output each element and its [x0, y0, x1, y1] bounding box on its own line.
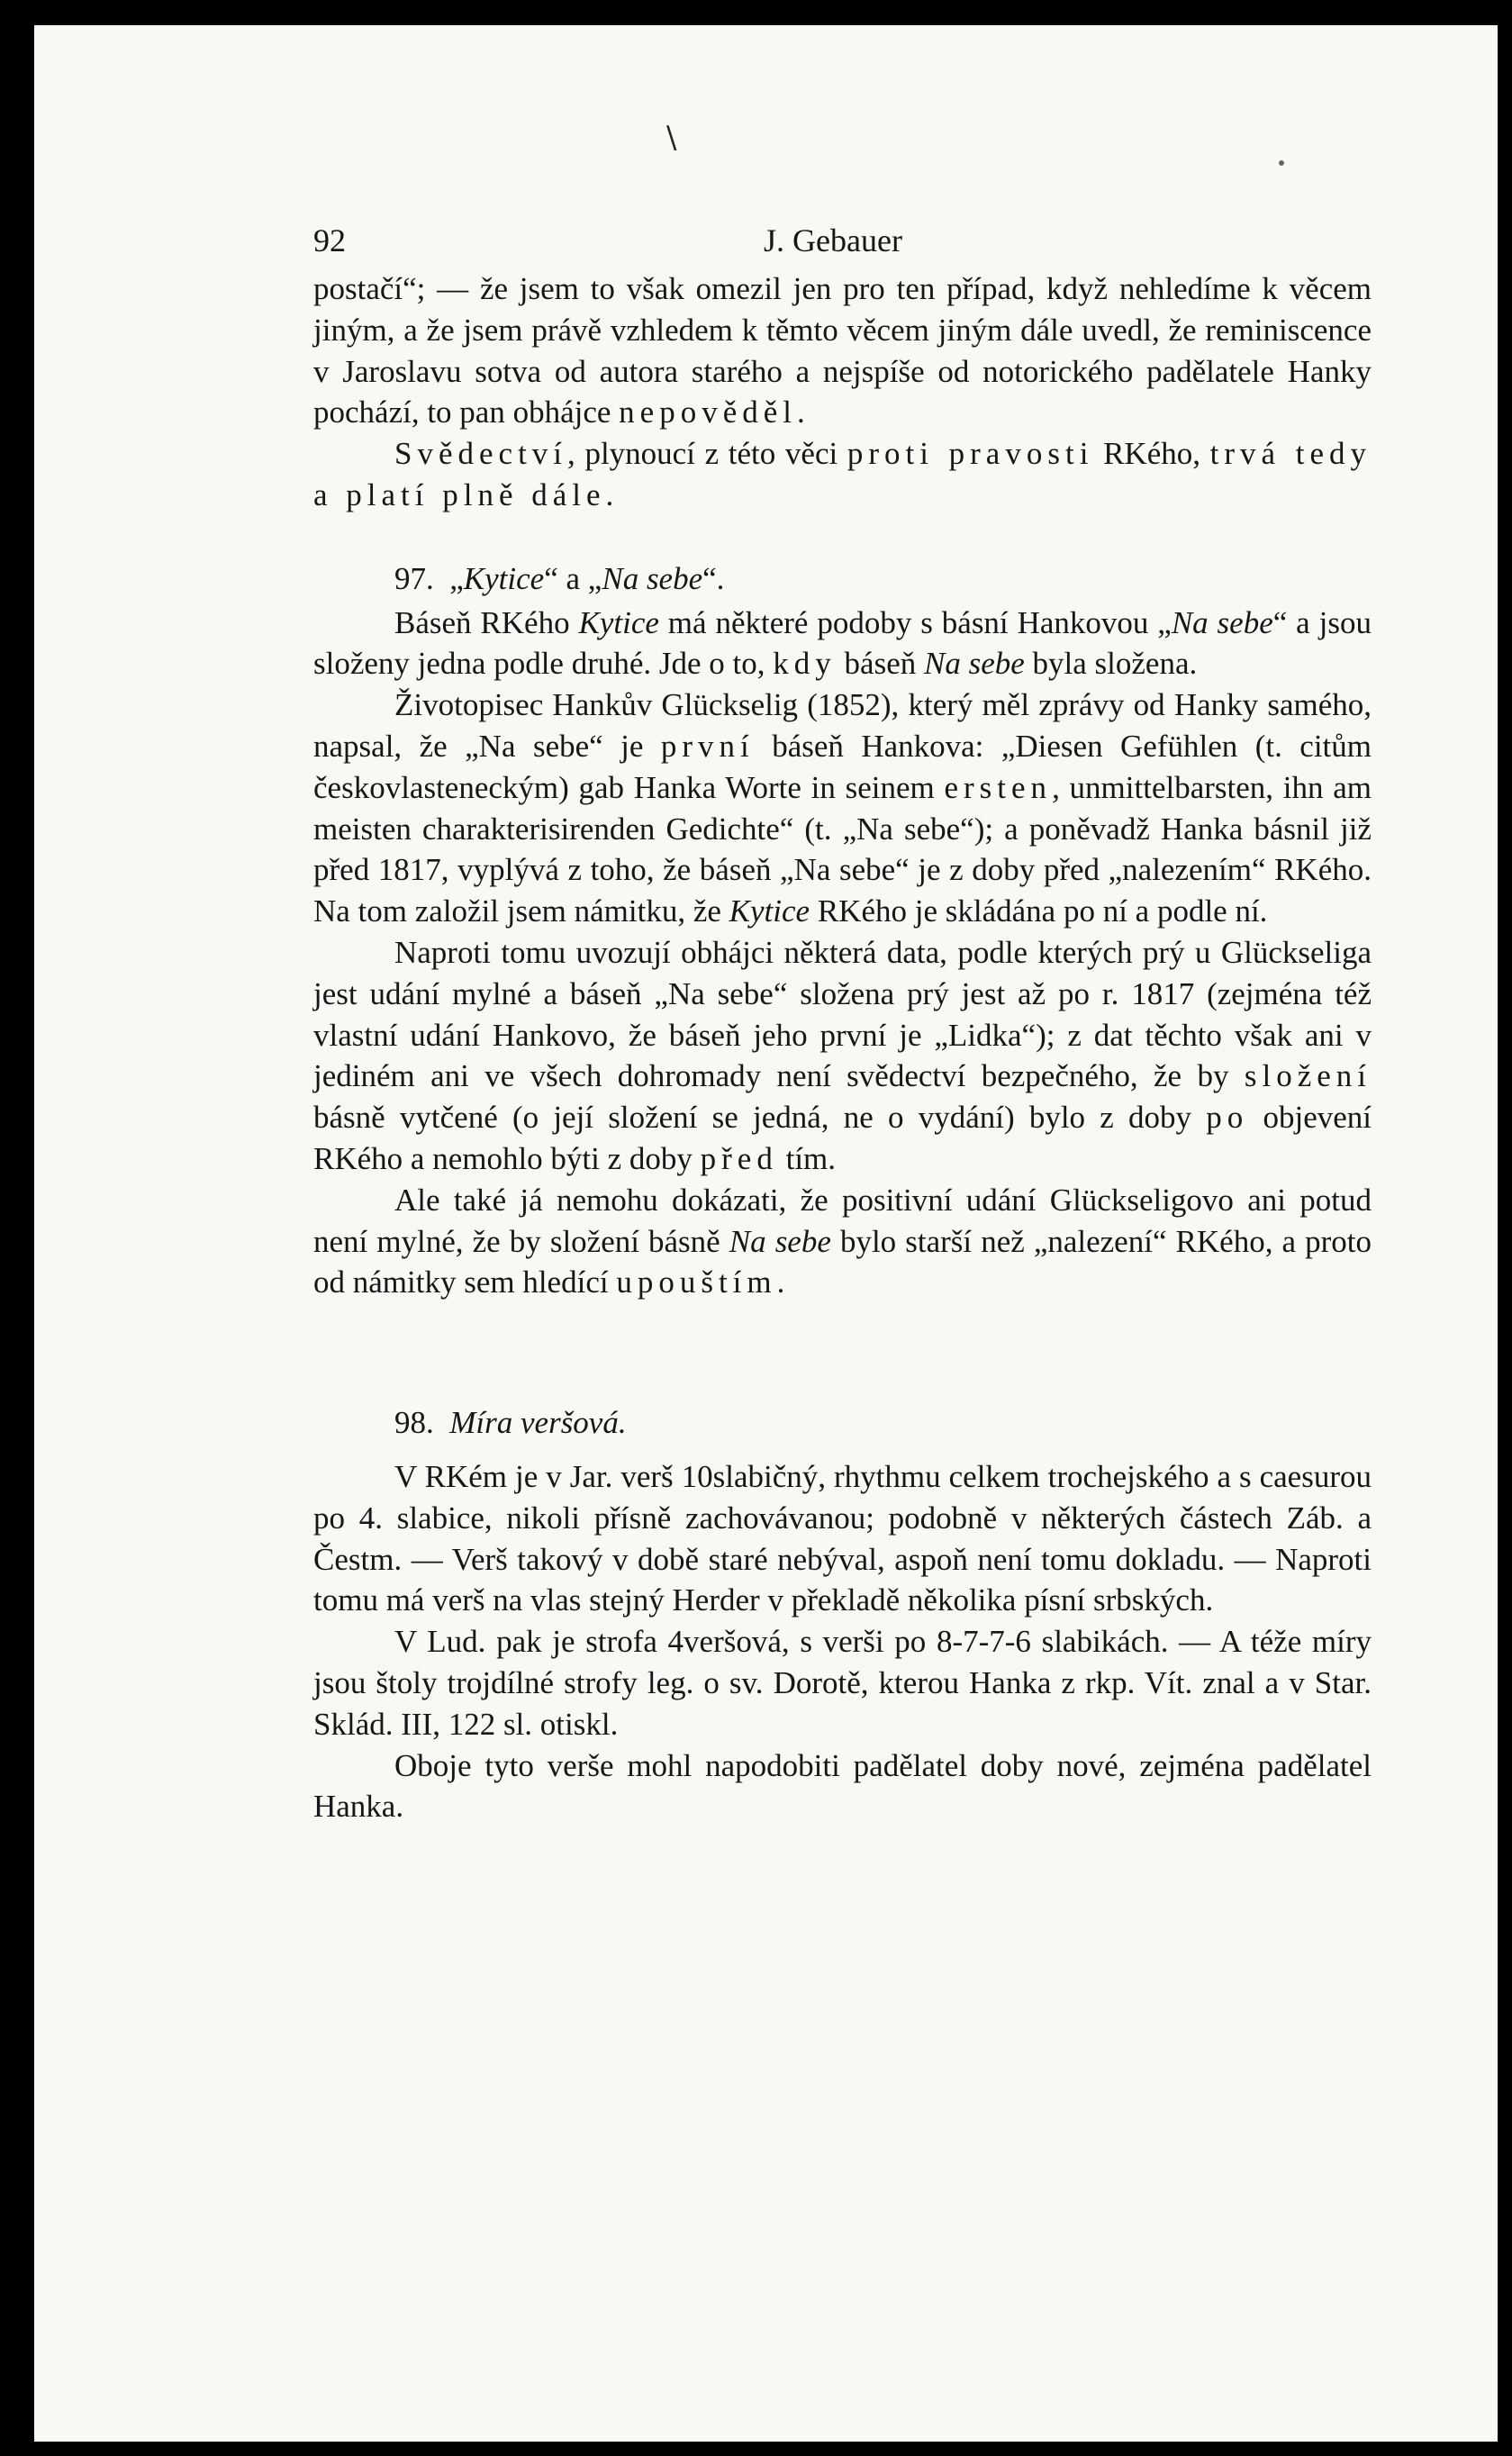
- text-run: Životopisec Hankův Glückselig (1852), který měl zprávy od Hanky samého, napsal, že „Na sebe“ je: [313, 687, 1372, 764]
- text-run: objevení RKého a nemohlo býti z doby: [313, 1100, 1372, 1176]
- text-run: „: [449, 560, 464, 596]
- paragraph-1: [313, 268, 1372, 433]
- spaced-word: Svědectví: [394, 436, 568, 472]
- italic-title: Kytice: [729, 893, 810, 929]
- text-run: “ a jsou složeny jedna podle druhé. Jde o to,: [313, 604, 1372, 682]
- text-run: , plynoucí z této věci: [567, 436, 847, 472]
- spaced-word: ersten: [944, 769, 1053, 805]
- section-title: Kytice: [463, 560, 545, 596]
- section-title: Na sebe: [602, 560, 703, 596]
- italic-title: Na sebe: [729, 1223, 831, 1259]
- italic-title: Na sebe: [1171, 604, 1273, 640]
- text-run: RKého je skládána po ní a podle ní.: [810, 893, 1268, 929]
- text-run: Báseň RKého: [394, 604, 579, 640]
- spaced-word: před: [700, 1140, 778, 1176]
- text-run: Ale také já nemohu dokázati, že positivní udání Glückseligovo ani potud není mylné, že by složení básně: [313, 1182, 1372, 1259]
- section-number: 98.: [394, 1405, 434, 1441]
- paragraph-5: [313, 932, 1372, 1180]
- text-run: báseň: [836, 646, 924, 682]
- stray-mark: \: [666, 120, 677, 156]
- paragraph-7: V RKém je v Jar. verš 10slabičný, rhythmu celkem trochejského a s caesurou po 4. slabice, nikoli přísně zachovávanou; podobně v některých částech Záb. a Čestm. — Verš takový v době staré nebýval, aspoň není tomu dokladu. — Naproti tomu má verš na vlas stejný Herder v překladě několika písní srbských.: [313, 1458, 1372, 1618]
- text-run: „: [587, 560, 602, 596]
- spaced-word: nepověděl: [619, 394, 797, 430]
- text-run: “: [544, 560, 558, 596]
- section-heading-97: [313, 558, 1372, 600]
- page-content: [313, 214, 1372, 1827]
- spaced-word: upouštím: [616, 1264, 777, 1301]
- spaced-word: kdy: [773, 646, 837, 682]
- text-run: RKého,: [1093, 436, 1210, 472]
- page-number: 92: [313, 222, 346, 258]
- spaced-word: trvá tedy a platí plně dále: [313, 436, 1372, 512]
- text-run: má některé podoby s básní Hankovou „: [658, 604, 1172, 640]
- paragraph-6: [313, 1180, 1372, 1303]
- text-run: báseň Hankova: „Diesen Gefühlen (t. citům českovlasteneckým) gab Hanka Worte in seinem: [313, 728, 1372, 805]
- text-run: postačí“; — že jsem to však omezil jen pro ten případ, když nehledíme k věcem jiným, a že jsem právě vzhledem k těmto věcem jiným dále uvedl, že reminiscence v Jaroslavu sotva od autora starého a nejspíše od notorického padělatele Hanky pochází, to pan obhájce: [313, 271, 1372, 430]
- spaced-word: po: [1206, 1100, 1249, 1136]
- paragraph-8: V Lud. pak je strofa 4veršová, s verši po 8-7-7-6 slabikách. — A téže míry jsou štoly trojdílné strofy leg. o sv. Dorotě, kterou Hanka z rkp. Vít. znal a v Star. Sklád. III, 122 sl. otiskl.: [313, 1624, 1372, 1742]
- spaced-word: první: [660, 728, 755, 764]
- italic-title: Kytice: [578, 604, 659, 640]
- text-run: “.: [702, 560, 725, 596]
- paragraph-4: [313, 684, 1372, 932]
- text-run: byla složena.: [1024, 646, 1198, 682]
- paragraph-2: [313, 433, 1372, 516]
- section-number: 97.: [394, 560, 434, 596]
- italic-title: Na sebe: [924, 646, 1025, 682]
- spaced-word: složení: [1244, 1058, 1372, 1094]
- text-run: , unmittelbarsten, ihn am meisten charakterisirenden Gedichte“ (t. „Na sebe“); a poněvadž Hanka básnil již před 1817, vyplývá z toho, že báseň „Na sebe“ je z doby před „nalezením“ RKého. Na tom založil jsem námitku, že: [313, 769, 1372, 929]
- book-page: [34, 25, 1498, 2442]
- text-run: básně vytčené (o její složení se jedná, ne o vydání) bylo z doby: [313, 1100, 1207, 1136]
- section-title: Míra veršová.: [449, 1405, 627, 1441]
- paragraph-3: [313, 603, 1372, 685]
- text-run: bylo starší než „nalezení“ RKého, a proto od námitky sem hledící: [313, 1223, 1372, 1301]
- text-run: .: [776, 1264, 785, 1301]
- paragraph-9: Oboje tyto verše mohl napodobiti padělatel doby nové, zejména padělatel Hanka.: [313, 1747, 1372, 1825]
- text-run: a: [557, 560, 588, 596]
- text-run: .: [605, 476, 614, 512]
- running-head: J. Gebauer: [764, 222, 902, 258]
- spaced-word: proti pravosti: [847, 436, 1094, 472]
- speck: [1279, 160, 1284, 166]
- page-header: [313, 214, 1372, 268]
- section-heading-98: [313, 1402, 1372, 1444]
- text-run: .: [797, 394, 805, 430]
- text-run: Naproti tomu uvozují obhájci některá data, podle kterých prý u Glückseliga jest udání mylné a báseň „Na sebe“ složena prý jest až po r. 1817 (zejména též vlastní udání Hankovo, že báseň jeho první je „Lidka“); z dat těchto však ani v jediném ani ve všech dohromady není svědectví bezpečného, že by: [313, 934, 1372, 1094]
- text-run: tím.: [777, 1140, 837, 1176]
